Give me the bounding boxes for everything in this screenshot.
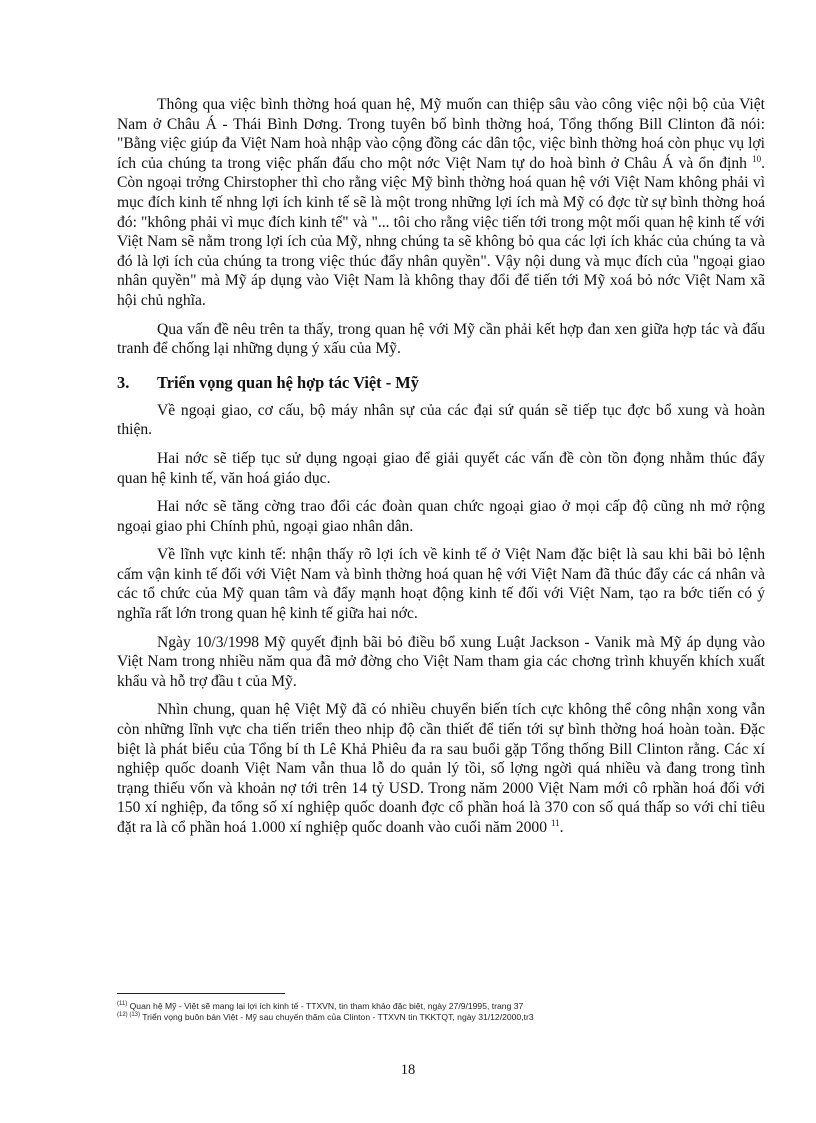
footnote-ref: 11 bbox=[550, 817, 560, 828]
paragraph: Nhìn chung, quan hệ Việt Mỹ đã có nhiều chuyển biến tích cực không thể công nhận xong vẫn còn những lĩnh vực cha tiến triển theo nhịp độ cần thiết để tiến tới sự bình thờng hoá hoàn toàn. Đặc biệt là phát biểu của Tổng bí th Lê Khả Phiêu đa ra sau buổi gặp Tổng thống Bill Clinton rằng. Các xí nghiệp quốc doanh Việt Nam vẫn thua lỗ do quản lý tồi, số lợng ngời quá nhiều và đang trong tình trạng thiếu vốn và khoản nợ tới trên 14 tỷ USD. Trong năm 2000 Việt Nam mới cô rphần hoá đối với 150 xí nghiệp, đa tổng số xí nghiệp quốc doanh đợc cổ phần hoá là 370 con số quá thấp so với chỉ tiêu đặt ra là cổ phần hoá 1.000 xí nghiệp quốc doanh vào cuối năm 2000 $^{11}$. bbox=[117, 701, 765, 836]
paragraph: Thông qua việc bình thờng hoá quan hệ, Mỹ muốn can thiệp sâu vào công việc nội bộ của Việt Nam ở Châu Á - Thái Bình Dơng. Trong tuyên bố bình thờng hoá, Tổng thống Bill Clinton đã nói: "Bằng việc giúp đa Việt Nam hoà nhập vào cộng đồng các dân tộc, việc bình thờng hoá còn phục vụ lợi ích của chúng ta trong việc phấn đấu cho một nớc Việt Nam tự do hoà bình ở Châu Á và ổn định $^{10}$. Còn ngoại trởng Chirstopher thì cho rằng việc Mỹ bình thờng hoá quan hệ với Việt Nam không phải vì mục đích kinh tế nhng lợi ích kinh tế sẽ là một trong những lợi ích mà Mỹ có đợc từ sự bình thờng hoá đó: "không phải vì mục đích kinh tế" và "... tôi cho rằng việc tiến tới trong một mối quan hệ kinh tế với Việt Nam sẽ nằm trong lợi ích của Mỹ, nhng chúng ta sẽ không bỏ qua các lợi ích khác của chúng ta và đó là lợi ích của chúng ta trong việc thúc đẩy nhân quyền". Vậy nội dung và mục đích của "ngoại giao nhân quyền" mà Mỹ áp dụng vào Việt Nam là không thay đổi để tiến tới Mỹ xoá bỏ nớc Việt Nam xã hội chủ nghĩa. bbox=[117, 96, 765, 309]
paragraph: Về lĩnh vực kinh tế: nhận thấy rõ lợi ích về kinh tế ở Việt Nam đặc biệt là sau khi bãi bỏ lệnh cấm vận kinh tế đối với Việt Nam và bình thờng hoá quan hệ với Việt Nam đã thúc đẩy các cá nhân và các tổ chức của Mỹ quan tâm và đẩy mạnh hoạt động kinh tế đối với Việt Nam, tạo ra bớc tiến có ý nghĩa rất lớn trong quan hệ kinh tế giữa hai nớc. bbox=[117, 546, 765, 623]
footnotes bbox=[117, 1001, 777, 1023]
paragraph: Qua vấn đề nêu trên ta thấy, trong quan hệ với Mỹ cần phải kết hợp đan xen giữa hợp tác và đấu tranh để chống lại những dụng ý xấu của Mỹ. bbox=[117, 320, 765, 358]
footnote-ref: 10 bbox=[752, 153, 762, 164]
paragraph: Về ngoại giao, cơ cấu, bộ máy nhân sự của các đại sứ quán sẽ tiếp tục đợc bổ xung và hoàn thiện. bbox=[117, 401, 765, 439]
section-heading bbox=[117, 373, 765, 393]
footnote-text: Triển vọng buôn bán Việt - Mỹ sau chuyến thăm của Clinton - TTXVN tin TKKTQT, ngày 31/12/2000,tr3 bbox=[142, 1012, 534, 1022]
paragraph: Hai nớc sẽ tăng cờng trao đổi các đoàn quan chức ngoại giao ở mọi cấp độ cũng nh mở rộng ngoại giao phi Chính phủ, ngoại giao nhân dân. bbox=[117, 498, 765, 535]
page-body bbox=[117, 95, 765, 847]
footnote-text: Quan hệ Mỹ - Việt sẽ mang lại lợi ích kinh tế - TTXVN, tin tham khảo đặc biệt, ngày 27/9/1995, trang 37 bbox=[129, 1001, 524, 1011]
footnote-divider bbox=[117, 993, 285, 994]
footnote bbox=[117, 1012, 777, 1023]
footnote bbox=[117, 1001, 777, 1012]
paragraph: Hai nớc sẽ tiếp tục sử dụng ngoại giao để giải quyết các vấn đề còn tồn đọng nhằm thúc đẩy quan hệ kinh tế, văn hoá giáo dục. bbox=[117, 449, 765, 487]
paragraph: Ngày 10/3/1998 Mỹ quyết định bãi bỏ điều bổ xung Luật Jackson - Vanik mà Mỹ áp dụng vào Việt Nam trong nhiều năm qua đã mở đờng cho Việt Nam tham gia các chơng trình khuyến khích xuất khẩu và hỗ trợ đầu t của Mỹ. bbox=[117, 633, 765, 690]
footnote-marker: (12) (13) bbox=[117, 1012, 141, 1019]
page-number: 18 bbox=[400, 1062, 416, 1078]
section-number: 3. bbox=[117, 372, 130, 392]
footnote-marker: (11) bbox=[117, 1001, 128, 1008]
section-title: Triển vọng quan hệ hợp tác Việt - Mỹ bbox=[157, 372, 419, 392]
